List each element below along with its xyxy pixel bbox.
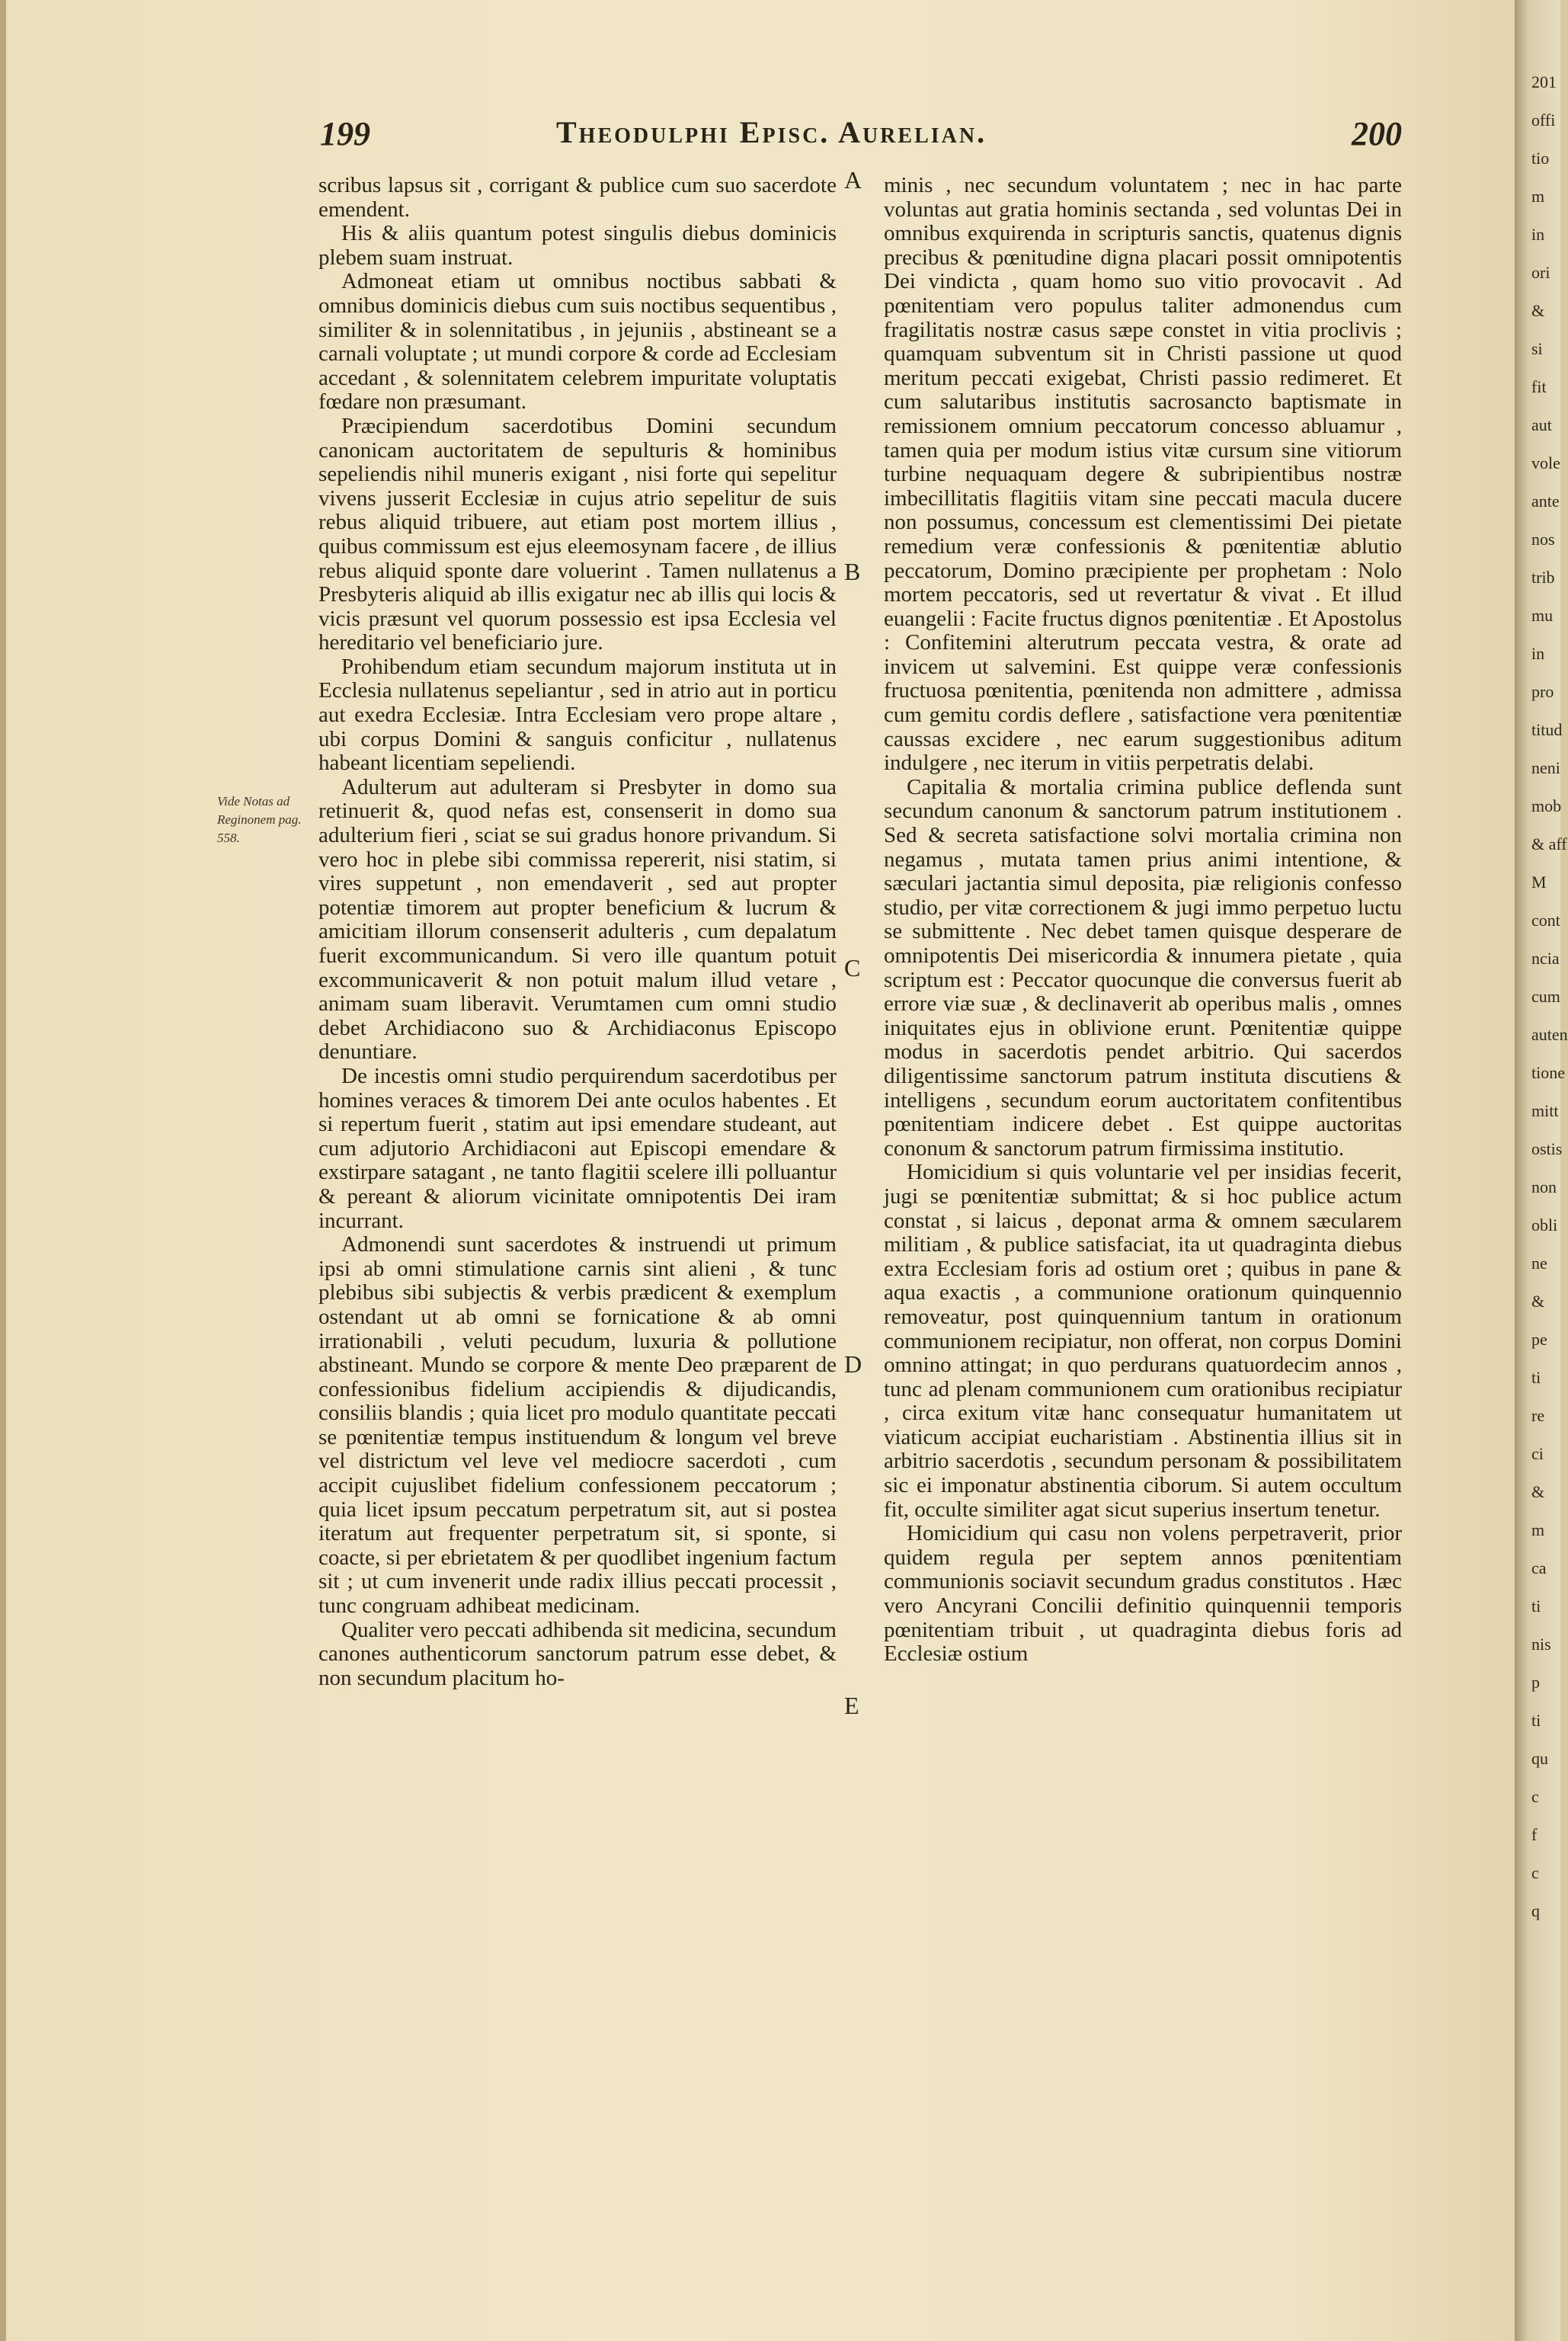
facing-page-fragment: c xyxy=(1531,1863,1539,1882)
facing-page-fragment: qu xyxy=(1531,1749,1548,1768)
facing-page-fragment: p xyxy=(1531,1673,1540,1692)
facing-page-fragment: & aff xyxy=(1531,834,1567,853)
facing-page-fragment: mitt xyxy=(1531,1101,1559,1120)
margin-note: Vide Notas ad Reginonem pag. 558. xyxy=(217,794,302,845)
facing-page-fragment: in xyxy=(1531,644,1545,663)
running-title: Theodulphi Episc. Aurelian. xyxy=(556,115,987,149)
facing-page-fragment: m xyxy=(1531,1520,1545,1539)
facing-page-fragment: nis xyxy=(1531,1635,1551,1654)
facing-page-fragment: 201 xyxy=(1531,72,1557,91)
facing-page-fragment: c xyxy=(1531,1787,1539,1806)
left-text-column xyxy=(318,174,837,1690)
facing-page-fragment: M xyxy=(1531,873,1547,892)
facing-page-fragment: & xyxy=(1531,1292,1545,1311)
facing-page-fragment: obli xyxy=(1531,1215,1558,1235)
section-letter-b: B xyxy=(844,558,861,585)
right-text-column xyxy=(884,174,1402,1667)
facing-page-fragment: ti xyxy=(1531,1596,1541,1616)
section-letter-a: A xyxy=(844,166,862,194)
facing-page-fragment: pro xyxy=(1531,682,1554,701)
left-column-paragraph: Qualiter vero peccati adhibenda sit medicina, secundum canones authenticorum sanctorum patrum esse debet, & non secundum placitum ho- xyxy=(318,1617,837,1690)
facing-page-fragment: ci xyxy=(1531,1444,1544,1463)
facing-page-fragment: vole xyxy=(1531,453,1560,472)
facing-page-fragment: pe xyxy=(1531,1330,1547,1349)
facing-page-fragment: si xyxy=(1531,339,1543,358)
facing-page-fragment: ne xyxy=(1531,1254,1547,1273)
facing-page-fragment: & xyxy=(1531,1482,1545,1501)
right-page-number: 200 xyxy=(1352,115,1402,152)
left-column-paragraph: Præcipiendum sacerdotibus Domini secundum canonicam auctoritatem de sepulturis & hominibus sepeliendis nihil muneris exigant , nisi forte qui sepelitur vivens jusserit Ecclesiæ in cujus atrio sepelitur de suis rebus aliquid tribuere, aut etiam post mortem illius , quibus commissum est ejus eleemosynam facere , de illius rebus aliquid sponte dare voluerint . Tamen nullatenus a Presbyteris aliquid ab illis exigatur nec ab illis qui locis & vicis præsunt vel quorum possessio est ipsa Ecclesia vel hereditario vel beneficiario jure. xyxy=(318,413,837,655)
facing-page-fragments xyxy=(1531,69,1568,2279)
left-page-number: 199 xyxy=(320,115,370,152)
right-column-paragraph: Homicidium si quis voluntarie vel per insidias fecerit, jugi se pœnitentiæ submittat; & si hoc publice actum constat , si laicus , deponat arma & omnem sæcularem militiam , & publice satisfaciat, ita ut quadraginta diebus extra Ecclesiam foris ad ostium oret ; quibus in pane & aqua exactis , a communione orationum quinquennio removeatur, post quinquennium tantum in orationum communionem recipiatur, non offerat, non corpus Domini omnino attingat; in quo perdurans quatuordecim annos , tunc ad plenam communionem cum orationibus recipiatur , circa exitum vitæ hanc consequatur humanitatem ut viaticum accipiat eucharistiam . Abstinentia illius sit in arbitrio sacerdotis , secundum personam & possibilitatem sic ei imponatur abstinentia ciborum. Si autem occultum fit, occulte similiter agat sicut superius insertum tenetur. xyxy=(884,1160,1402,1522)
facing-page-fragment: tione xyxy=(1531,1063,1565,1082)
facing-page-fragment: re xyxy=(1531,1406,1545,1425)
facing-page-fragment: aut xyxy=(1531,415,1552,434)
facing-page-fragment: & xyxy=(1531,301,1545,320)
facing-page-fragment: auten xyxy=(1531,1025,1568,1044)
facing-page-fragment: mob xyxy=(1531,796,1562,815)
left-column-paragraph: His & aliis quantum potest singulis diebus dominicis plebem suam instruat. xyxy=(318,221,837,270)
facing-page-fragment: trib xyxy=(1531,568,1555,587)
right-column-paragraph: minis , nec secundum voluntatem ; nec in hac parte voluntas aut gratia hominis sectanda , sed voluntas Dei in omnibus exquirenda in scripturis sanctis, quatenus dignis precibus & pœnitudine digna placari possit omnipotentis Dei vindicta , quam homo suo vitio provocavit . Ad pœnitentiam vero populus taliter admonendus cum fragilitatis nostræ casus sæpe constet in vitia proclivis ; quamquam subventum sit in Christi passione ut quod meritum peccati exigebat, Christi passio redimeret. Et cum salutaribus institutis sacrosancto baptismate in remissionem omnium peccatorum concesso abluamur , tamen quia per modum istius vitæ cursum sine vitiorum turbine nequaquam degere & subripientibus nostræ imbecillitatis flagitiis vitam sine peccati macula ducere non possumus, concessum est clementissimi Dei pietate remedium veræ confessionis & pœnitentiæ ablutio peccatorum, Domino præcipiente per prophetam : Nolo mortem peccatoris, sed ut revertatur & vivat . Et illud euangelii : Facite fructus dignos pœnitentiæ . Et Apostolus : Confitemini alterutrum peccata vestra, & orate ad invicem ut salvemini. Est quippe veræ confessionis fructuosa pœnitentia, pœnitenda non admittere , admissa cum gemitu cordis deflere , satisfactione vera pœnitentiæ caussas excidere , nec earum suggestionibus aditum indulgere , nec iterum in vitiis perpetratis delabi. xyxy=(884,173,1402,776)
facing-page-fragment: neni xyxy=(1531,758,1560,777)
left-column-paragraph: Admonendi sunt sacerdotes & instruendi ut primum ipsi ab omni stimulatione carnis sint alieni , & tunc plebibus sibi subjectis & verbis prædicent & exemplum ostendant ut ab omni se fornicatione & ab omni irrationabili , veluti pecudum, luxuria & pollutione abstineant. Mundo se corpore & mente Deo præparent de confessionibus fidelium accipiendis & dijudicandis, consiliis blandis ; quia licet pro modulo quantitate peccati se pœnitentiæ tempus instituendum & longum vel breve vel districtum vel leve vel mediocre sacerdoti , cum accipit cujuslibet fidelium confessionem peccatorum ; quia licet ipsum peccatum perpetratum sit, aut si postea iteratum aut frequenter perpetratum sit, si sponte, si coacte, si per ebrietatem & per quodlibet ingenium factum sit ; ut cum invenerit unde radix illius peccati processit , tunc congruam adhibeat medicinam. xyxy=(318,1232,837,1619)
left-column-paragraph: Admoneat etiam ut omnibus noctibus sabbati & omnibus dominicis diebus cum suis noctibus sequentibus , similiter & in solennitatibus , in jejuniis , abstineant se a carnali voluptate ; ut mundi corpore & corde ad Ecclesiam accedant , & solennitatem celebrem impuritate voluptatis fœdare non præsumant. xyxy=(318,269,837,415)
left-column-paragraph: De incestis omni studio perquirendum sacerdotibus per homines veraces & timorem Dei ante oculos habentes . Et si repertum fuerit , statim aut ipsi emendare studeant, aut cum adjutorio Archidiaconi aut Episcopi emendare & exstirpare satagant , ne tanto flagitii scelere illi polluantur & pereant & aliorum vicinitate omnipotentis Dei iram incurrant. xyxy=(318,1063,837,1233)
left-column-paragraph: Prohibendum etiam secundum majorum instituta ut in Ecclesia nullatenus sepeliantur , sed in atrio aut in porticu aut exedra Ecclesiæ. Intra Ecclesiam vero prope altare , ubi corpus Domini & sanguis conficitur , nullatenus habeant licentiam sepeliendi. xyxy=(318,654,837,776)
facing-page-fragment: cont xyxy=(1531,911,1560,930)
facing-page-fragment: cum xyxy=(1531,987,1560,1006)
left-column-paragraph: scribus lapsus sit , corrigant & publice cum suo sacerdote emendent. xyxy=(318,173,837,222)
facing-page-fragment: non xyxy=(1531,1177,1557,1196)
section-letter-c: C xyxy=(844,954,861,982)
page-header xyxy=(320,114,1402,160)
facing-page-fragment: ostis xyxy=(1531,1139,1563,1158)
facing-page-fragment: ca xyxy=(1531,1558,1547,1577)
facing-page-fragment: m xyxy=(1531,187,1545,206)
facing-page-fragment: tio xyxy=(1531,149,1550,168)
facing-page-fragment: ti xyxy=(1531,1711,1541,1730)
left-column-paragraph: Adulterum aut adulteram si Presbyter in domo sua retinuerit &, quod nefas est, consenserit in domo sua adulterium fieri , sciat se sui gradus honore privandum. Si vero hoc in plebe sibi commissa repererit, nisi statim, si vires suppetunt , non emendaverit , sed aut propter potentiæ timorem aut propter beneficium & lucrum & amicitiam illorum consenserit adulteris , cum depalatum fuerit excommunicandum. Si vero ille quantum potuit excommunicaverit & non potuit malum illud vetare , animam suam liberavit. Verumtamen cum omni studio debet Archidiacono suo & Archidiaconus Episcopo denuntiare. xyxy=(318,774,837,1065)
facing-page-fragment: nos xyxy=(1531,530,1555,549)
facing-page-fragment: q xyxy=(1531,1901,1540,1920)
facing-page-fragment: titud xyxy=(1531,720,1563,739)
facing-page-fragment: fit xyxy=(1531,377,1547,396)
facing-page-fragment: ncia xyxy=(1531,949,1560,968)
facing-page-fragment: ti xyxy=(1531,1368,1541,1387)
facing-page-fragment: ori xyxy=(1531,263,1550,282)
right-column-paragraph: Homicidium qui casu non volens perpetraverit, prior quidem regula per septem annos pœnitentiam communionis sociavit secundum gradus constitutos . Hæc vero Ancyrani Concilii definitio quinquennii temporis pœnitentiam tribuit , ut quadraginta diebus foris ad Ecclesiæ ostium xyxy=(884,1521,1402,1667)
facing-page-fragment: offi xyxy=(1531,110,1556,130)
facing-page-fragment: mu xyxy=(1531,606,1554,625)
section-letter-d: D xyxy=(844,1350,862,1378)
section-letter-e: E xyxy=(844,1692,859,1719)
page-edge xyxy=(0,0,6,2341)
facing-page-fragment: in xyxy=(1531,225,1545,244)
facing-page-fragment: ante xyxy=(1531,492,1560,511)
facing-page-fragment: f xyxy=(1531,1825,1538,1844)
right-column-paragraph: Capitalia & mortalia crimina publice deflenda sunt secundum canonum & sanctorum patrum institutionem . Sed & secreta satisfactione solvi mortalia crimina non negamus , mutata tamen prius animi intentione, & sæculari jactantia simul deposita, piæ religionis confesso studio, per vitæ correctionem & jugi immo perpetuo luctu se submittente . Nec debet tamen quisque desperare de omnipotentis Dei misericordia & innumera pietate , quia scriptum est : Peccator quocunque die conversus fuerit ab errore viæ suæ , & declinaverit ab operibus malis , omnes iniquitates ejus in oblivione erunt. Pœnitentiæ quippe modus in sacerdotis pendet arbitrio. Qui sacerdos diligentissime sanctorum patrum instituta discutiens & intelligens , secundum eorum auctoritatem confitentibus pœnitentiam indicere debet . Est quippe auctoritas cononum & sanctorum patrum firmissima institutio. xyxy=(884,774,1402,1161)
